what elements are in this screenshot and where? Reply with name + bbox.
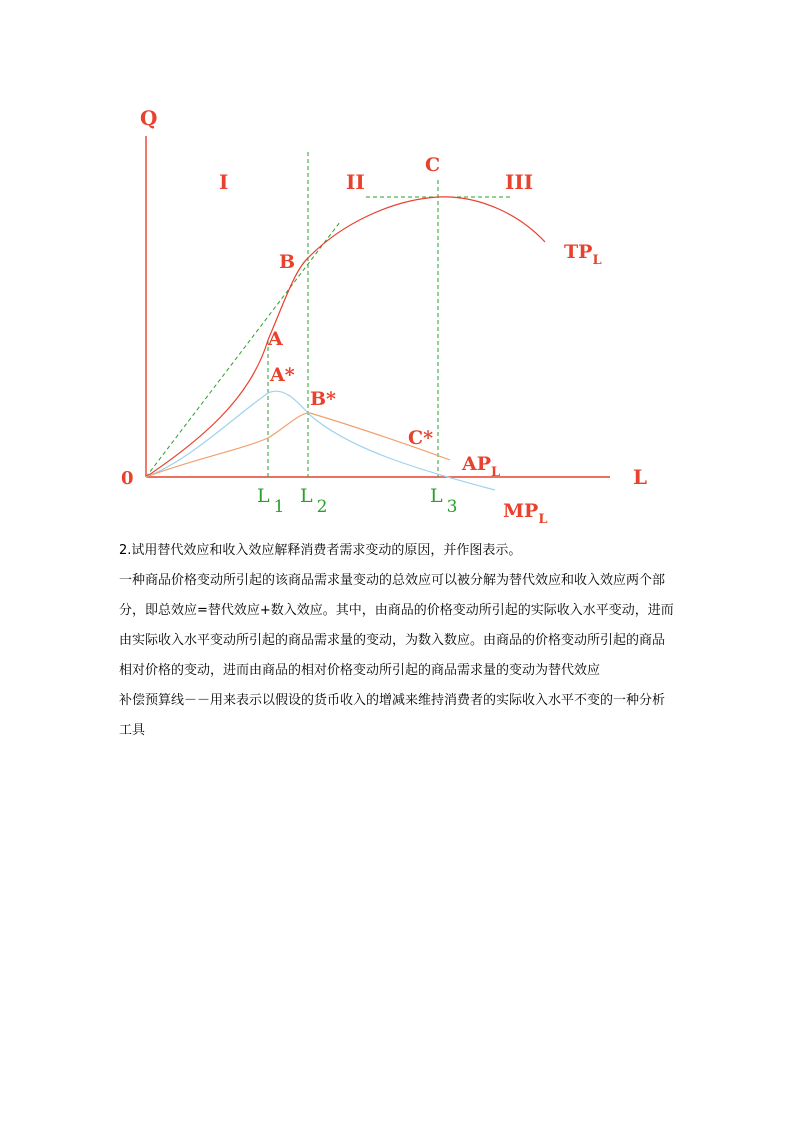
ray-from-origin — [146, 222, 340, 477]
answer-paragraph-2: 补偿预算线－－用来表示以假设的货币收入的增减来维持消费者的实际收入水平不变的一种分析工具 — [119, 693, 666, 738]
point-label-c-star: C* — [408, 427, 434, 449]
ap-curve — [146, 413, 450, 477]
tp-curve-label — [564, 241, 602, 268]
mp-curve-label — [503, 500, 547, 527]
ap-curve-label — [461, 453, 500, 480]
question-heading: 2.试用替代效应和收入效应解释消费者需求变动的原因，并作图表示。 — [119, 543, 522, 558]
svg-text:L1: L 1 — [257, 485, 285, 517]
l2-label — [300, 485, 327, 517]
l3-label — [430, 485, 457, 517]
region-label-1: I — [219, 170, 229, 194]
answer-paragraph-1: 一种商品价格变动所引起的该商品需求量变动的总效应可以被分解为替代效应和收入效应两个部分，即总效应=替代效应+数入效应。其中，由商品的价格变动所引起的实际收入水平变动，进而由实际收入水平变动所引起的商品需求量的变动，为数入数应。由商品的价格变动所引起的商品相对价格的变动，进而由商品的相对价格变动所引起的商品需求量的变动为替代效应 — [119, 573, 674, 678]
origin-label: 0 — [121, 468, 134, 489]
point-label-c: C — [425, 154, 441, 176]
svg-text:L2: L 2 — [300, 485, 328, 517]
y-axis-label: Q — [140, 106, 158, 130]
point-label-a-star: A* — [270, 364, 295, 386]
point-label-b-star: B* — [310, 388, 336, 410]
region-label-3: III — [505, 170, 534, 194]
svg-text:L3: L 3 — [430, 485, 458, 517]
svg-text:MPL: $MP_L$ — [503, 500, 548, 527]
point-label-b: B — [279, 251, 296, 273]
svg-text:TPL: $TP_L$ — [564, 241, 602, 268]
production-curves-figure — [0, 0, 794, 530]
region-label-2: II — [346, 170, 365, 194]
svg-text:APL: $AP_L$ — [462, 453, 501, 480]
l1-label — [257, 485, 284, 517]
tp-curve — [146, 197, 545, 477]
text-block — [119, 536, 675, 746]
x-axis-label: L — [633, 465, 648, 489]
point-label-a: A — [268, 328, 283, 350]
